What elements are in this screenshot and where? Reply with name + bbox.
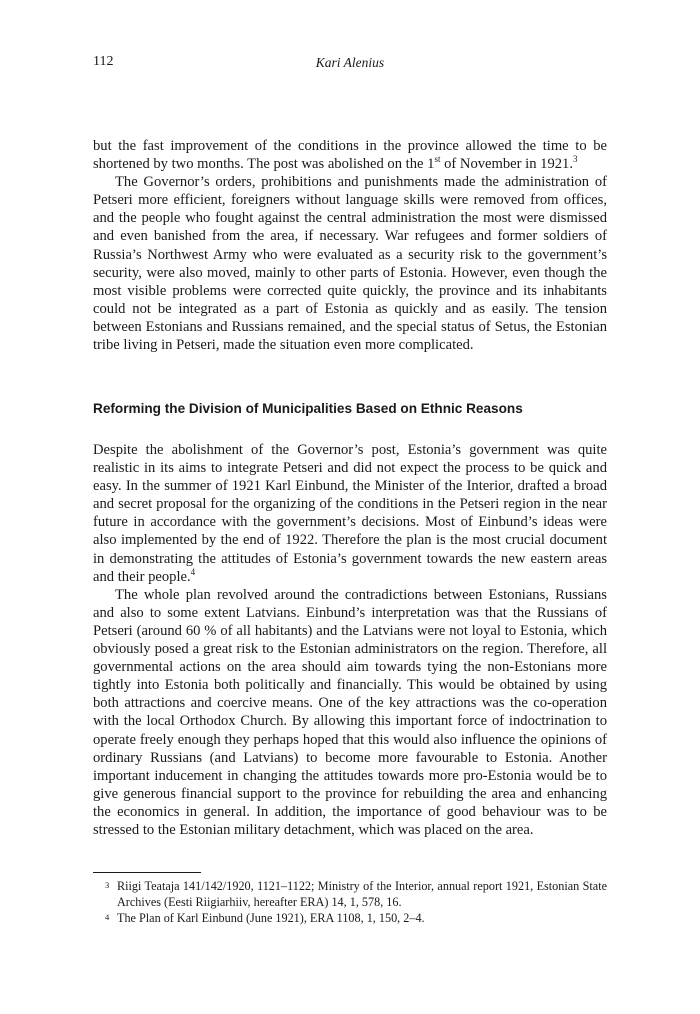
footnote-mark: 3 (105, 880, 110, 890)
body-text-block-2 (93, 441, 607, 839)
ordinal-suffix: st (434, 154, 441, 165)
footnote-ref-3[interactable]: 3 (573, 154, 578, 165)
body-text-block-1 (93, 137, 607, 354)
running-head (93, 54, 607, 74)
footnotes (93, 878, 607, 926)
footnote-ref-4[interactable]: 4 (190, 566, 196, 577)
paragraph-3: Despite the abolishment of the Governor’s post, Estonia’s government was quite realistic in its aims to integrate Petseri and did not expect the process to be quick and easy. In the summer of 1921 Karl Einbund, the Minister of the Interior, drafted a broad and secret proposal for the organizing of the conditions in the Petseri region in the near future in accordance with the government’s decisions. Most of Einbund’s ideas were also implemented by the end of 1922. Therefore the plan is the most crucial document in demonstrating the attitudes of Estonia’s government towards the new eastern areas and their people.$^4$ (93, 442, 607, 585)
paragraph-1: but the fast improvement of the conditions in the province allowed the time to be shortened by two months. The post was abolished on the 1st of November in 1921.$^3$ (93, 138, 607, 173)
paragraph-2: The Governor’s orders, prohibitions and punishments made the administration of Petseri more efficient, foreigners without language skills were removed from offices, and the people who fought against the central administration the most were dismissed and even banished from the area, if necessary. War refugees and former soldiers of Russia’s Northwest Army who were evaluated as a security risk to the government’s security, were also moved, mainly to other parts of Estonia. However, even though the most visible problems were corrected quite quickly, the province and its inhabitants could not be integrated as a part of Estonia as quickly and as easily. The tension between Estonians and Russians remained, and the special status of Setus, the Estonian tribe living in Petseri, made the situation even more complicated. (93, 174, 607, 354)
footnote-3: 3 Riigi Teataja 141/142/1920, 1121–1122; Ministry of the Interior, annual report 1921, Estonian State Archives (Eesti Riigiarhiiv, hereafter ERA) 14, 1, 578, 16. (105, 879, 607, 909)
section-heading: Reforming the Division of Municipalities Based on Ethnic Reasons (93, 401, 523, 416)
footnote-4: 4 The Plan of Karl Einbund (June 1921), ERA 1108, 1, 150, 2–4. (105, 911, 425, 925)
running-author: Kari Alenius (315, 55, 385, 70)
footnote-mark: 4 (105, 912, 110, 922)
footnote-divider (93, 872, 201, 873)
page-number: 112 (93, 54, 114, 69)
paragraph-4: The whole plan revolved around the contradictions between Estonians, Russians and also to some extent Latvians. Einbund’s interpretation was that the Russians of Petseri (around 60 % of all habitants) and the Latvians were not loyal to Estonia, which obviously posed a great risk to the Estonian administrators on the region. Therefore, all governmental actions on the area should aim towards tying the non-Estonians more tightly into Estonia both politically and financially. This would be obtained by using both attractions and coercive means. One of the key attractions was the co-operation with the local Orthodox Church. By allowing this important force of indoctrination to operate freely enough they perhaps hoped that this would also influence the opinions of ordinary Russians (and Latvians) to become more favourable to Estonia. Another important inducement in changing the attitudes towards more pro-Estonia would be to give generous financial support to the province for rebuilding the area and enhancing the economics in general. In addition, the importance of good behaviour was to be stressed to the Estonian military detachment, which was placed on the area. (93, 586, 607, 838)
